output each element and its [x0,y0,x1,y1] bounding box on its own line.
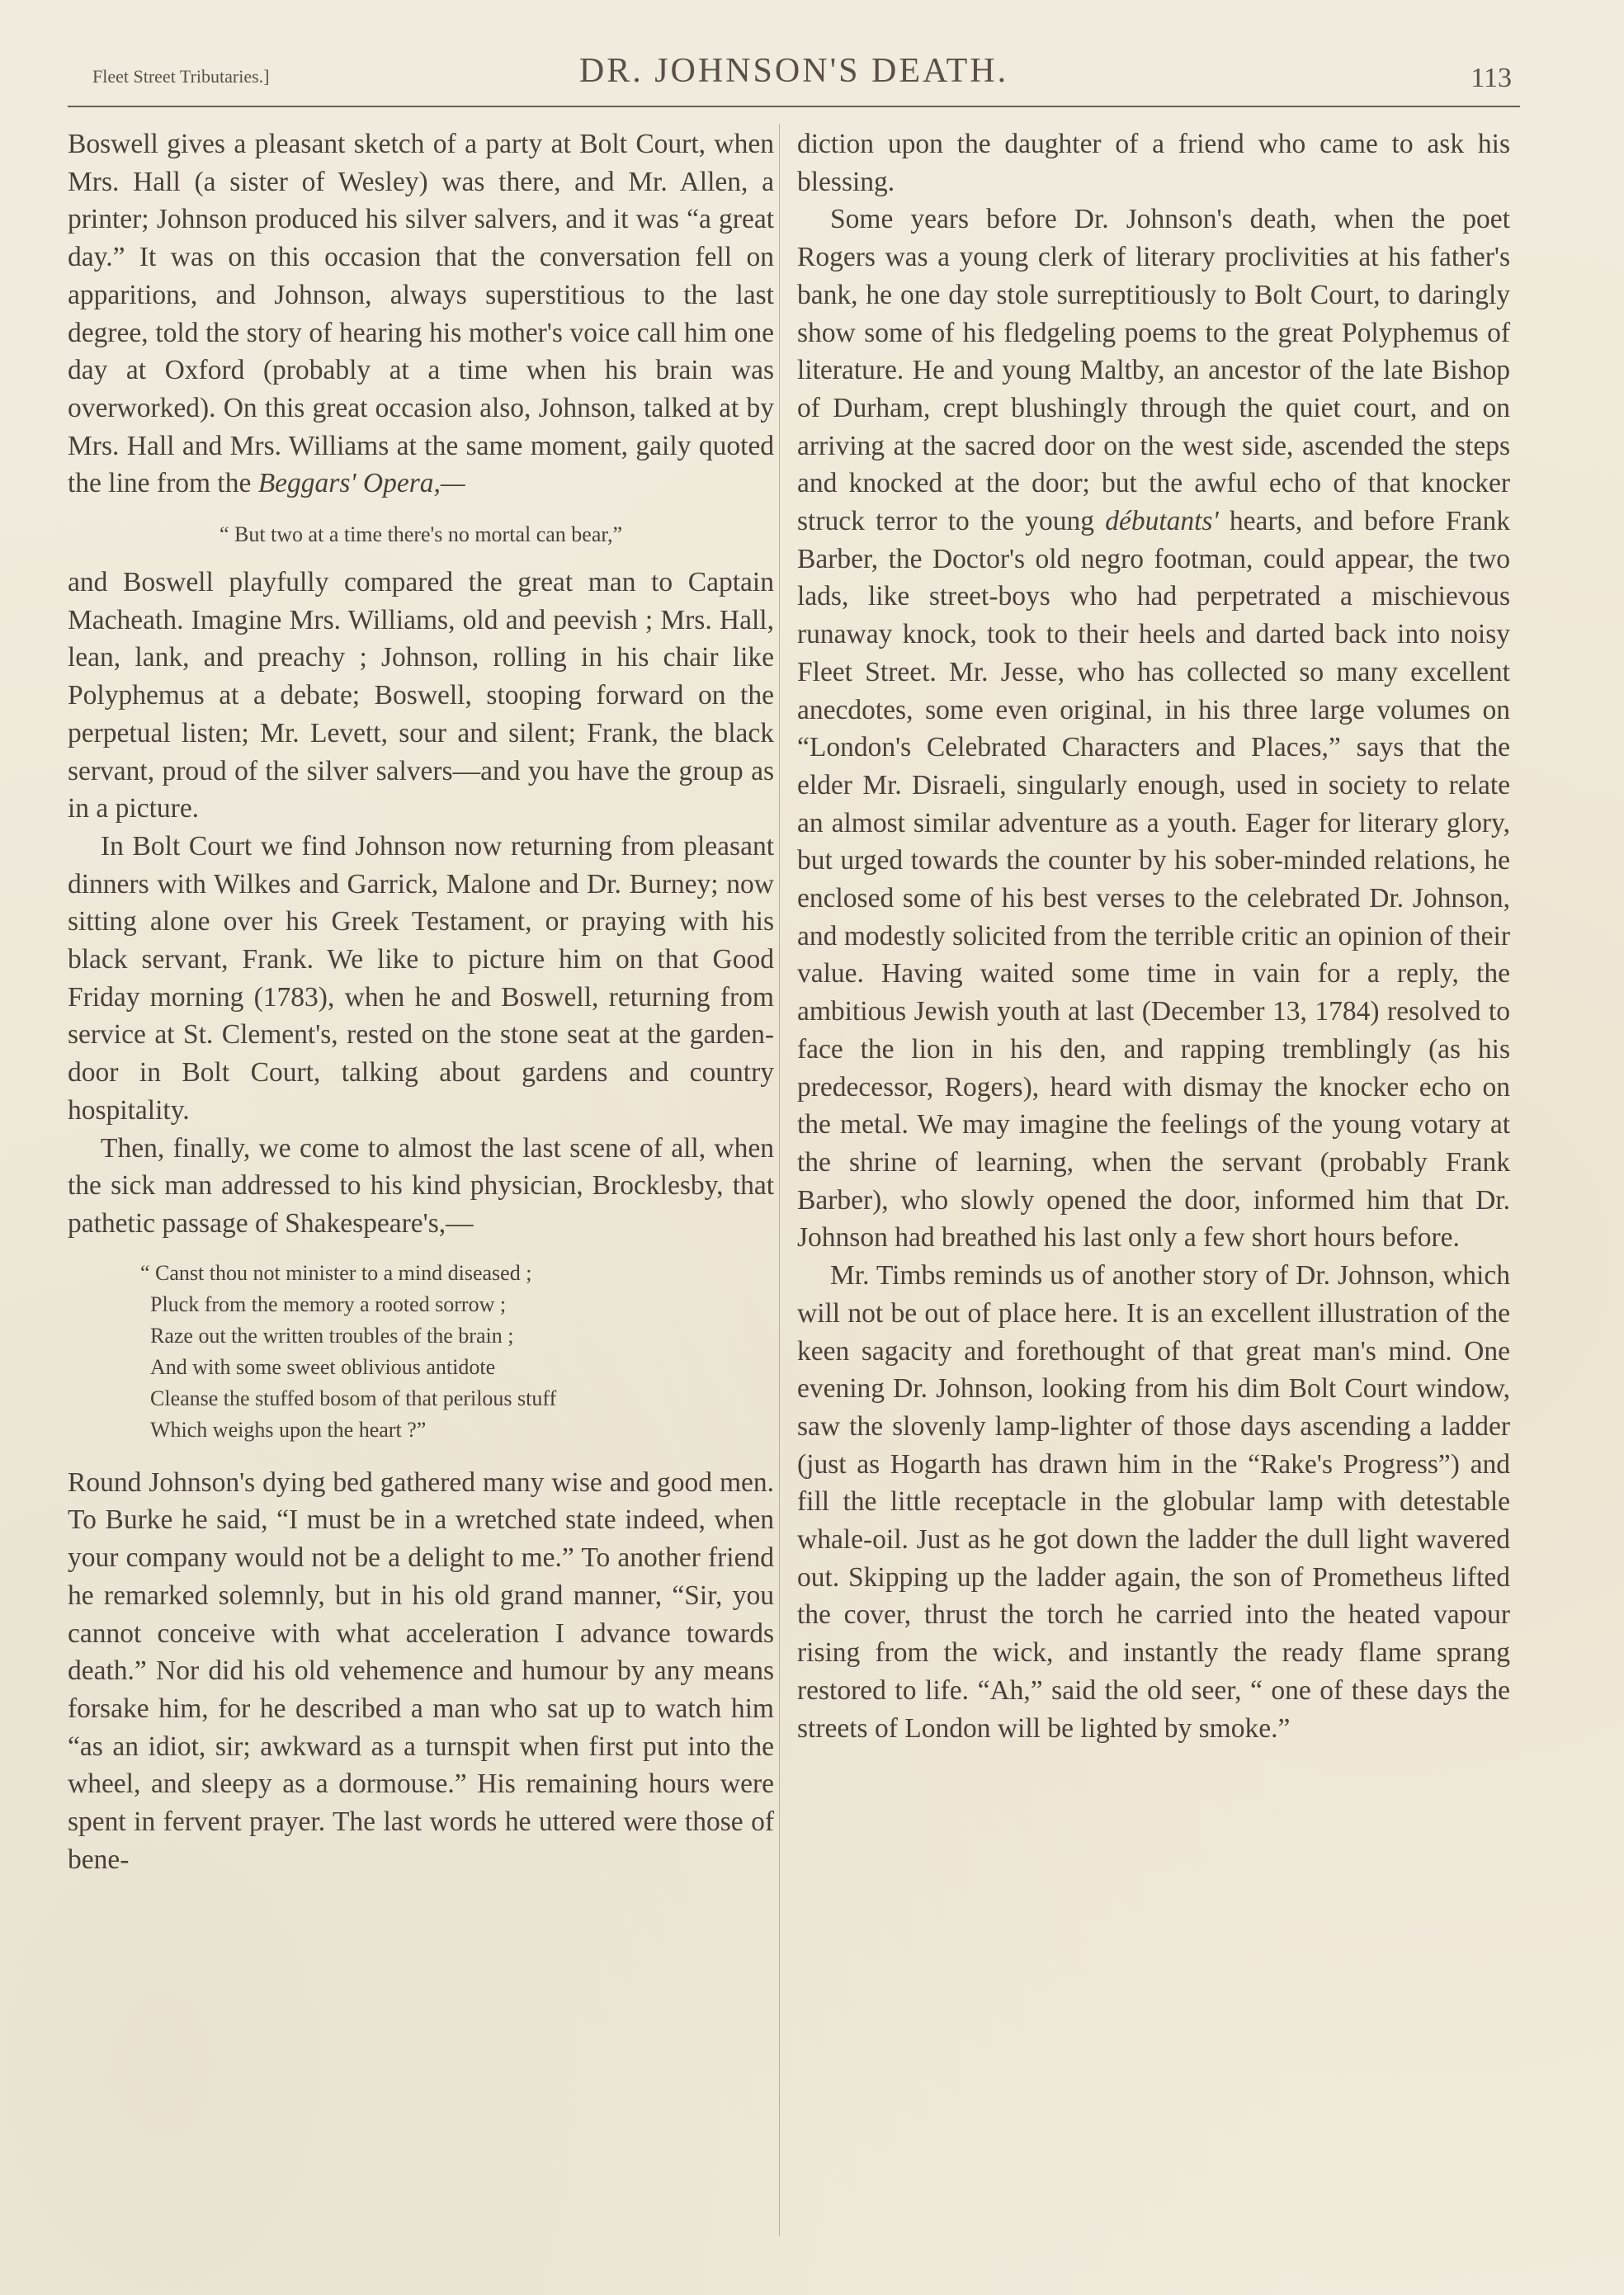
poem-line: Cleanse the stuffed bosom of that perilous stuff [150,1386,557,1410]
paragraph: diction upon the daughter of a friend who came to ask his blessing. [797,129,1510,197]
poem-line: Raze out the written troubles of the brain ; [150,1323,514,1348]
right-column [797,125,1510,1747]
poem-line: Pluck from the memory a rooted sorrow ; [150,1292,507,1316]
poem-line: “ Canst thou not minister to a mind diseased ; [140,1260,532,1285]
left-column [68,125,774,1878]
paragraph: Mr. Timbs reminds us of another story of Dr. Johnson, which will not be out of place here. It is an excellent illustration of the keen sagacity and forethought of that great man's mind. One evening Dr. Johnson, looking from his dim Bolt Court window, saw the slovenly lamp-lighter of those days ascending a ladder (just as Hogarth has drawn him in the “Rake's Progress”) and fill the little receptacle in the globular lamp with detestable whale-oil. Just as he got down the ladder the dull light wavered out. Skipping up the ladder again, the son of Prometheus lifted the cover, thrust the torch he carried into the heated vapour rising from the wick, and instantly the ready flame sprang restored to life. “Ah,” said the old seer, “ one of these days the streets of London will be lighted by smoke.” [797,1260,1510,1744]
column-divider [779,124,780,2236]
poem-quote [140,1258,774,1446]
running-header [68,48,1520,107]
paragraph-text: Some years before Dr. Johnson's death, when the poet Rogers was a young clerk of literary proclivities at his father's bank, he one day stole surreptitiously to Bolt Court, to daringly show some of his fledgeling poems to the great Polyphemus of literature. He and young Maltby, an ancestor of the late Bishop of Durham, crept blushingly through the quiet court, and on arriving at the sacred door on the west side, ascended the steps and knocked at the door; but the awful echo of that knocker struck terror to the young [797,204,1510,537]
paragraph [68,125,774,503]
poem-line: And with some sweet oblivious antidote [150,1354,496,1379]
poem-line: Which weighs upon the heart ?” [150,1417,427,1442]
paragraph: Round Johnson's dying bed gathered many wise and good men. To Burke he said, “I must be in a wretched state indeed, when your company would not be a delight to me.” To another friend he remarked solemnly, but in his old grand manner, “Sir, you cannot conceive with what acceleration I advance towards death.” Nor did his old vehemence and humour by any means forsake him, for he described a man who sat up to watch him “as an idiot, sir; awkward as a turnspit when first put into the wheel, and sleepy as a dormouse.” His remaining hours were spent in fervent prayer. The last words he uttered were those of bene- [68,1466,774,1875]
paragraph: Then, finally, we come to almost the last scene of all, when the sick man addressed to his kind physician, Brocklesby, that pathetic passage of Shakespeare's,— [68,1132,774,1239]
paragraph: In Bolt Court we find Johnson now returning from pleasant dinners with Wilkes and Garrick, Malone and Dr. Burney; now sitting alone over his Greek Testament, or praying with his black servant, Frank. We like to picture him on that Good Friday morning (1783), when he and Boswell, returning from service at St. Clement's, rested on the stone seat at the garden-door in Bolt Court, talking about gardens and country hospitality. [68,830,774,1126]
italic-title: Beggars' Opera,— [257,468,465,499]
paragraph: and Boswell playfully compared the great man to Captain Macheath. Imagine Mrs. Williams, old and peevish ; Mrs. Hall, lean, lank, and preachy ; Johnson, rolling in his chair like Polyphemus at a debate; Boswell, stooping forward on the perpetual listen; Mr. Levett, sour and silent; Frank, the black servant, proud of the silver salvers—and you have the group as in a picture. [68,567,774,824]
section-title: Fleet Street Tributaries.] [92,66,270,87]
page-title: DR. JOHNSON'S DEATH. [578,52,1009,90]
paragraph-text: Boswell gives a pleasant sketch of a party at Bolt Court, when Mrs. Hall (a sister of Wesley) was there, and Mr. Allen, a printer; Johnson produced his silver salvers, and it was “a great day.” It was on this occasion that the conversation fell on apparitions, and Johnson, always superstitious to the last degree, told the story of hearing his mother's voice call him one day at Oxford (probably at a time when his brain was overworked). On this great occasion also, Johnson, talked at by Mrs. Hall and Mrs. Williams at the same moment, gaily quoted the line from the [68,129,774,499]
block-quote: “ But two at a time there's no mortal can bear,” [219,522,623,547]
paragraph [797,201,1510,1257]
paragraph-text: hearts, and before Frank Barber, the Doctor's old negro footman, could appear, the two lads, like street-boys who had perpetrated a mischievous runaway knock, took to their heels and darted back into noisy Fleet Street. Mr. Jesse, who has collected so many excellent anecdotes, some even original, in his three large volumes on “London's Celebrated Characters and Places,” says that the elder Mr. Disraeli, singularly enough, used in society to relate an almost similar adventure as a youth. Eager for literary glory, but urged towards the counter by his sober-minded relations, he enclosed some of his best verses to the celebrated Dr. Johnson, and modestly solicited from the terrible critic an opinion of their value. Having waited some time in vain for a reply, the ambitious Jewish youth at last (December 13, 1784) resolved to face the lion in his den, and rapping tremblingly (as his predecessor, Rogers), heard with dismay the knocker echo on the metal. We may imagine the feelings of the young votary at the shrine of learning, when the servant (probably Frank Barber), who slowly opened the door, informed him that Dr. Johnson had breathed his last only a few short hours before. [797,506,1511,1254]
page-number: 113 [1471,63,1512,93]
italic-word: débutants' [1105,506,1219,537]
